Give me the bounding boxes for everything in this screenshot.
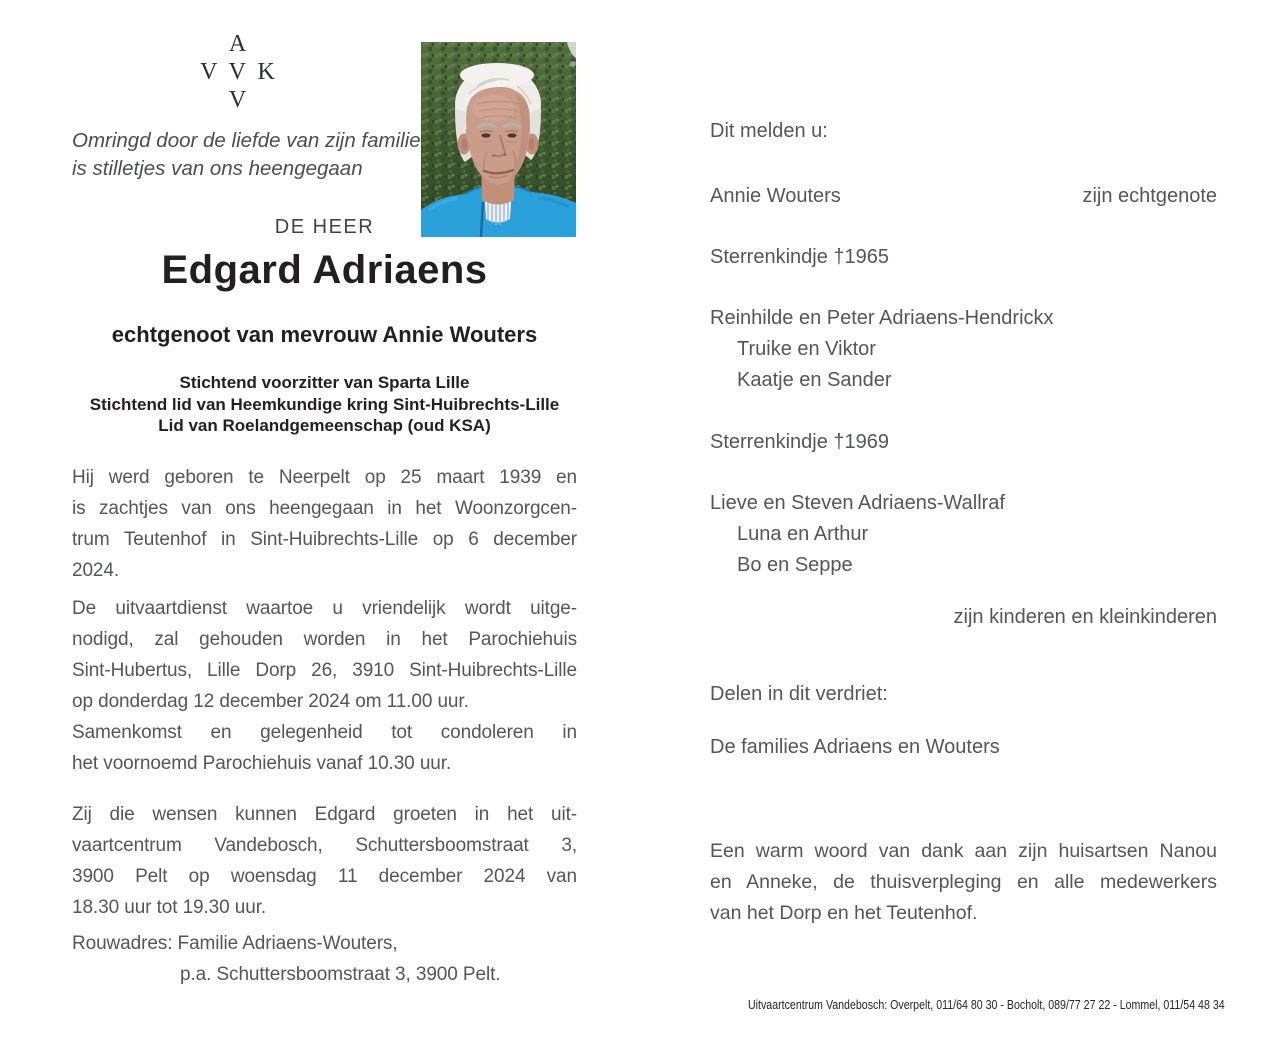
text-line: het voornoemd Parochiehuis vanaf 10.30 uur. — [72, 753, 452, 774]
paragraph-condolence — [72, 717, 577, 779]
mourning-address-line2: p.a. Schuttersboomstraat 3, 3900 Pelt. — [180, 964, 501, 985]
text-line: Zij die wensen kunnen Edgard groeten in het uit- — [72, 804, 577, 825]
role-line: Stichtend lid van Heemkundige kring Sint-Huibrechts-Lille — [89, 394, 560, 414]
spouse-relation: zijn echtgenote — [1082, 185, 1217, 207]
text-line: op donderdag 12 december 2024 om 11.00 uur. — [72, 691, 469, 712]
funeral-home-footer: Uitvaartcentrum Vandebosch: Overpelt, 011/64 80 30 - Bocholt, 089/77 27 22 - Lommel, 011/54 48 34 — [748, 998, 1225, 1012]
epitaph — [72, 127, 421, 183]
relation-line: echtgenoot van mevrouw Annie Wouters — [111, 322, 538, 347]
text-line: trum Teutenhof in Sint-Huibrechts-Lille op 6 december — [72, 529, 577, 550]
text-line: 18.30 uur tot 19.30 uur. — [72, 897, 267, 918]
text-line: De uitvaartdienst waartoe u vriendelijk wordt uitge- — [72, 598, 577, 619]
text-line: van het Dorp en het Teutenhof. — [710, 902, 978, 924]
family-row-kaatje: Kaatje en Sander — [737, 369, 892, 391]
role-line: Lid van Roelandgemeenschap (oud KSA) — [158, 416, 491, 435]
emblem-letters-middle: V V K — [200, 59, 278, 85]
children-caption: zijn kinderen en kleinkinderen — [953, 606, 1217, 628]
mourning-address — [72, 928, 577, 990]
spouse-row — [710, 183, 1217, 209]
family-row-star-1969: Sterrenkindje †1969 — [710, 431, 890, 453]
text-line: Een warm woord van dank aan zijn huisartsen Nanou — [710, 840, 1217, 862]
emblem-letter-top: A — [228, 31, 250, 57]
families-line: De families Adriaens en Wouters — [710, 736, 1000, 758]
portrait-photo — [421, 42, 576, 237]
text-line: Hij werd geboren te Neerpelt op 25 maart 1939 en — [72, 467, 577, 488]
family-row-reinhilde: Reinhilde en Peter Adriaens-Hendrickx — [710, 307, 1054, 329]
pretitle: DE HEER — [274, 216, 375, 238]
thanks-paragraph — [710, 836, 1217, 929]
epitaph-line2: is stilletjes van ons heengegaan — [72, 157, 363, 180]
text-line: vaartcentrum Vandebosch, Schuttersboomstraat 3, — [72, 835, 577, 856]
family-row-star-1965: Sterrenkindje †1965 — [710, 246, 890, 268]
mourning-address-line1: Rouwadres: Familie Adriaens-Wouters, — [72, 933, 398, 954]
text-line: Samenkomst en gelegenheid tot condoleren in — [72, 722, 577, 743]
epitaph-line1: Omringd door de liefde van zijn familie — [72, 129, 421, 152]
avv-vvk-emblem — [164, 30, 314, 114]
text-line: 2024. — [72, 560, 120, 581]
spouse-name: Annie Wouters — [710, 185, 841, 207]
role-line: Stichtend voorzitter van Sparta Lille — [179, 373, 470, 392]
deceased-name: Edgard Adriaens — [161, 248, 488, 292]
paragraph-greeting — [72, 799, 577, 923]
share-header: Delen in dit verdriet: — [710, 683, 888, 705]
family-row-bo: Bo en Seppe — [737, 554, 853, 576]
family-row-luna: Luna en Arthur — [737, 523, 869, 545]
family-row-truike: Truike en Viktor — [737, 338, 876, 360]
text-line: 3900 Pelt op woensdag 11 december 2024 van — [72, 866, 577, 887]
text-line: Sint-Hubertus, Lille Dorp 26, 3910 Sint-Huibrechts-Lille — [72, 660, 577, 681]
emblem-letter-bottom: V — [228, 87, 250, 113]
text-line: is zachtjes van ons heengegaan in het Woonzorgcen- — [72, 498, 577, 519]
family-row-lieve: Lieve en Steven Adriaens-Wallraf — [710, 492, 1005, 514]
roles-list — [72, 372, 577, 437]
text-line: nodigd, zal gehouden worden in het Parochiehuis — [72, 629, 577, 650]
paragraph-service — [72, 593, 577, 717]
paragraph-birth-death — [72, 462, 577, 586]
text-line: en Anneke, de thuisverpleging en alle medewerkers — [710, 871, 1217, 893]
announcers-header: Dit melden u: — [710, 120, 828, 142]
